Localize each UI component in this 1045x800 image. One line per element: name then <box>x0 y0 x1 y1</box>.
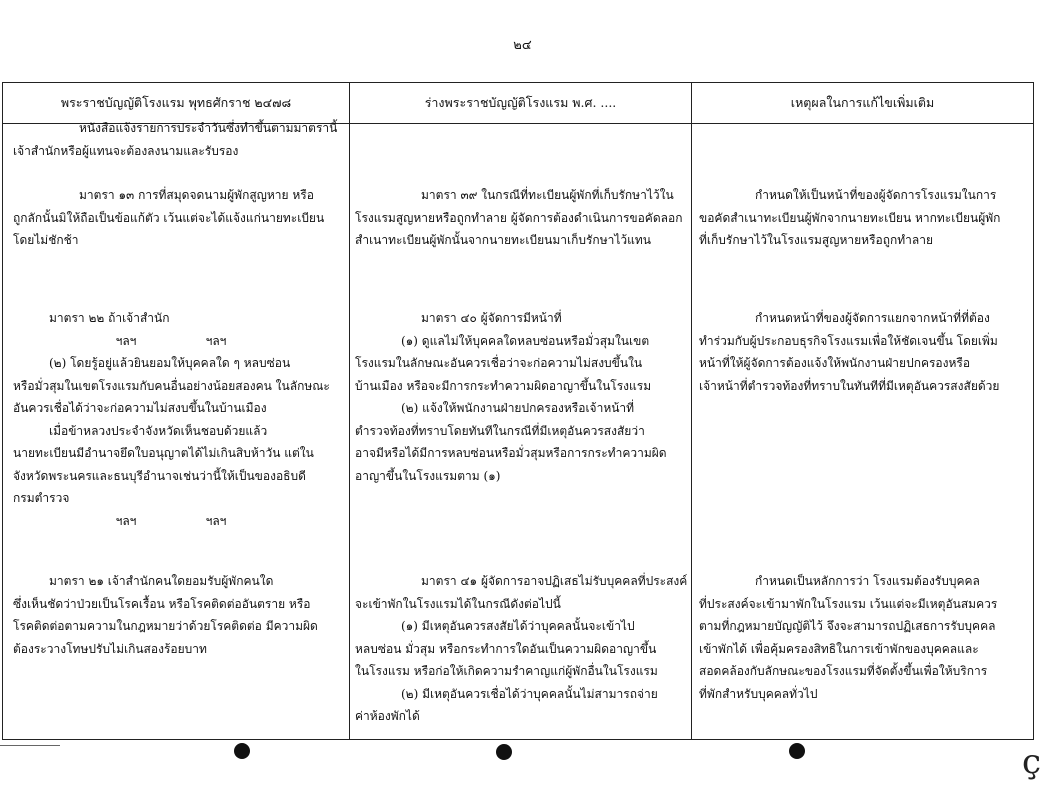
col1-intro <box>13 117 337 162</box>
text-line: หนังสือแจ้งรายการประจำวันซึ่งทำขึ้นตามมาตรานี้ <box>79 121 338 135</box>
text-line: มาตรา ๑๓ การที่สมุดจดนามผู้พักสูญหาย หรือ <box>79 188 314 202</box>
text-line: ซึ่งเห็นชัดว่าป่วยเป็นโรคเรื้อน หรือโรคติดต่ออันตราย หรือ <box>13 596 311 611</box>
text-line: บ้านเมือง หรือจะมีการกระทำความผิดอาญาขึ้นในโรงแรม <box>355 378 652 393</box>
text-line: (๑) มีเหตุอันควรสงสัยได้ว่าบุคคลนั้นจะเข้าไป <box>401 619 635 633</box>
text-line: หน้าที่ให้ผู้จัดการต้องแจ้งให้พนักงานฝ่ายปกครองหรือ <box>699 356 971 370</box>
text-line: (๒) โดยรู้อยู่แล้วยินยอมให้บุคคลใด ๆ หลบซ่อน <box>49 356 291 370</box>
col2-section-39 <box>355 184 682 252</box>
ditto-mark: ฯลฯ <box>205 513 227 528</box>
col1-section-22 <box>13 307 330 532</box>
text-line: มาตรา ๓๙ ในกรณีที่ทะเบียนผู้พักที่เก็บรักษาไว้ใน <box>421 188 674 202</box>
text-line: เข้าพักได้ เพื่อคุ้มครองสิทธิในการเข้าพักของบุคคลและ <box>699 641 979 656</box>
text-line: ถูกลักนั้นมิให้ถือเป็นข้อแก้ตัว เว้นแต่จะได้แจ้งแก่นายทะเบียน <box>13 210 325 225</box>
text-line: มาตรา ๔๐ ผู้จัดการมีหน้าที่ <box>421 311 562 325</box>
text-line: กำหนดให้เป็นหน้าที่ของผู้จัดการโรงแรมในการ <box>755 188 997 202</box>
text-line: ขอคัดสำเนาทะเบียนผู้พักจากนายทะเบียน หากทะเบียนผู้พัก <box>699 210 1001 225</box>
header-draft-act: ร่างพระราชบัญญัติโรงแรม พ.ศ. .... <box>424 95 617 110</box>
text-line: มาตรา ๒๑ เจ้าสำนักคนใดยอมรับผู้พักคนใด <box>49 574 274 588</box>
text-line: มาตรา ๒๒ ถ้าเจ้าสำนัก <box>49 311 170 325</box>
text-line: มาตรา ๔๑ ผู้จัดการอาจปฏิเสธไม่รับบุคคลที่ประสงค์ <box>421 574 688 588</box>
col2-section-41 <box>355 570 687 728</box>
text-line: เจ้าสำนักหรือผู้แทนจะต้องลงนามและรับรอง <box>13 143 239 158</box>
text-line: (๒) มีเหตุอันควรเชื่อได้ว่าบุคคลนั้นไม่สามารถจ่าย <box>401 686 658 701</box>
col1-section-21 <box>13 570 318 660</box>
col3-reason-section-39 <box>699 184 1000 252</box>
col2-section-40 <box>355 307 667 487</box>
header-reasons: เหตุผลในการแก้ไขเพิ่มเติม <box>790 95 935 110</box>
text-line: ตามที่กฎหมายบัญญัติไว้ จึงจะสามารถปฏิเสธการรับบุคคล <box>699 619 996 633</box>
col1-section-13 <box>13 184 324 252</box>
page-number: ๒๔ <box>513 38 532 53</box>
text-line: กำหนดเป็นหลักการว่า โรงแรมต้องรับบุคคล <box>755 574 980 588</box>
col3-reason-section-41 <box>699 570 997 705</box>
punch-hole <box>496 744 512 760</box>
text-line: โดยไม่ชักช้า <box>13 233 79 247</box>
text-line: อันควรเชื่อได้ว่าจะก่อความไม่สงบขึ้นในบ้านเมือง <box>13 401 267 415</box>
text-line: กำหนดหน้าที่ของผู้จัดการแยกจากหน้าที่ที่ต้อง <box>755 311 990 325</box>
scan-artifact <box>0 745 60 746</box>
column-divider <box>349 83 350 739</box>
text-line: สำเนาทะเบียนผู้พักนั้นจากนายทะเบียนมาเก็บรักษาไว้แทน <box>355 233 651 247</box>
text-line: เมื่อข้าหลวงประจำจังหวัดเห็นชอบด้วยแล้ว <box>49 423 268 438</box>
text-line: อาจมีหรือได้มีการหลบซ่อนหรือมั่วสุมหรือการกระทำความผิด <box>355 446 667 460</box>
text-line: จะเข้าพักในโรงแรมได้ในกรณีดังต่อไปนี้ <box>355 596 561 611</box>
text-line: กรมตำรวจ <box>13 491 70 505</box>
text-line: ต้องระวางโทษปรับไม่เกินสองร้อยบาท <box>13 641 207 656</box>
text-line: หลบซ่อน มั่วสุม หรือกระทำการใดอันเป็นความผิดอาญาขึ้น <box>355 641 657 656</box>
comparison-table <box>2 82 1034 740</box>
text-line: โรงแรมในลักษณะอันควรเชื่อว่าจะก่อความไม่สงบขึ้นใน <box>355 356 643 370</box>
scan-edge-mark: ç <box>1021 742 1041 782</box>
punch-hole <box>789 743 805 759</box>
text-line: (๑) ดูแลไม่ให้บุคคลใดหลบซ่อนหรือมั่วสุมในเขต <box>401 333 650 348</box>
ditto-mark: ฯลฯ <box>115 513 137 528</box>
text-line: ทำร่วมกับผู้ประกอบธุรกิจโรงแรมเพื่อให้ชัดเจนขึ้น โดยเพิ่ม <box>699 333 998 348</box>
text-line: ที่ประสงค์จะเข้ามาพักในโรงแรม เว้นแต่จะมีเหตุอันสมควร <box>699 596 998 611</box>
text-line: นายทะเบียนมีอำนาจยึดใบอนุญาตได้ไม่เกินสิบห้าวัน แต่ใน <box>13 446 314 460</box>
text-line: ในโรงแรม หรือก่อให้เกิดความรำคาญแก่ผู้พักอื่นในโรงแรม <box>355 664 658 678</box>
text-line: จังหวัดพระนครและธนบุรีอำนาจเช่นว่านี้ให้เป็นของอธิบดี <box>13 468 306 483</box>
text-line: สอดคล้องกับลักษณะของโรงแรมที่จัดตั้งขึ้นเพื่อให้บริการ <box>699 664 988 678</box>
ditto-marks <box>13 330 330 353</box>
punch-hole <box>234 743 250 759</box>
text-line: (๒) แจ้งให้พนักงานฝ่ายปกครองหรือเจ้าหน้าที่ <box>401 401 635 415</box>
text-line: ที่เก็บรักษาไว้ในโรงแรมสูญหายหรือถูกทำลาย <box>699 233 934 247</box>
col3-reason-section-40 <box>699 307 999 397</box>
ditto-mark: ฯลฯ <box>205 333 227 348</box>
text-line: โรคติดต่อตามความในกฎหมายว่าด้วยโรคติดต่อ มีความผิด <box>13 619 318 633</box>
text-line: ค่าห้องพักได้ <box>355 709 420 723</box>
text-line: โรงแรมสูญหายหรือถูกทำลาย ผู้จัดการต้องดำเนินการขอคัดลอก <box>355 210 683 225</box>
column-divider <box>691 83 692 739</box>
text-line: อาญาขึ้นในโรงแรมตาม (๑) <box>355 468 501 483</box>
ditto-marks <box>13 510 330 533</box>
text-line: ที่พักสำหรับบุคคลทั่วไป <box>699 686 818 701</box>
ditto-mark: ฯลฯ <box>115 333 137 348</box>
text-line: หรือมั่วสุมในเขตโรงแรมกับคนอื่นอย่างน้อยสองคน ในลักษณะ <box>13 378 330 393</box>
text-line: ตำรวจท้องที่ทราบโดยทันทีในกรณีที่มีเหตุอันควรสงสัยว่า <box>355 423 645 438</box>
header-current-act: พระราชบัญญัติโรงแรม พุทธศักราช ๒๔๗๘ <box>60 95 292 110</box>
text-line: เจ้าหน้าที่ตำรวจท้องที่ทราบในทันทีที่มีเหตุอันควรสงสัยด้วย <box>699 378 1000 393</box>
